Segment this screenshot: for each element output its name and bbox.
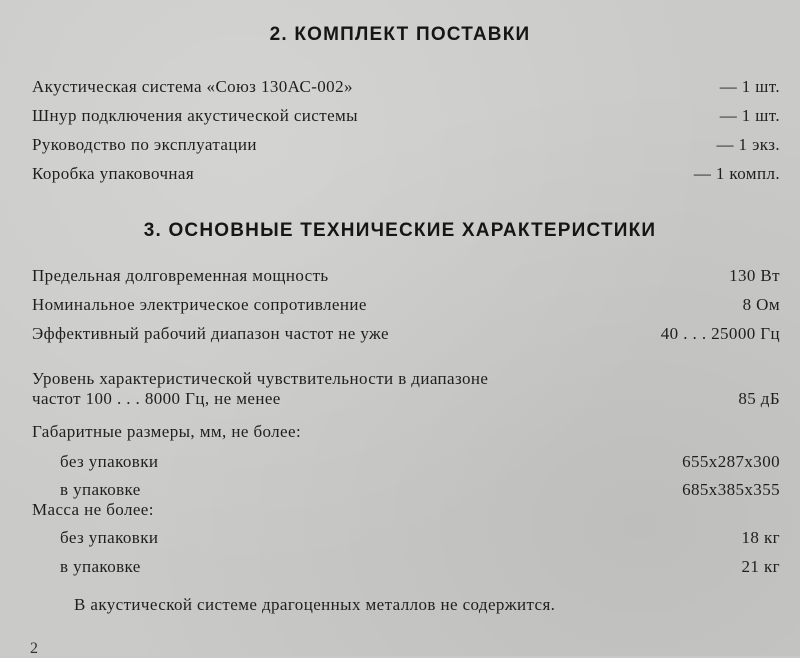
delivery-item-qty: — 1 экз.	[716, 135, 780, 154]
delivery-item-qty: — 1 компл.	[693, 164, 780, 183]
section-3-title: 3. ОСНОВНЫЕ ТЕХНИЧЕСКИЕ ХАРАКТЕРИСТИКИ	[143, 220, 657, 241]
delivery-item-qty: — 1 шт.	[719, 106, 780, 125]
mass-with-pack-value: 21 кг	[741, 557, 780, 576]
mass-without-pack-value: 18 кг	[741, 528, 780, 547]
delivery-item	[32, 162, 780, 186]
page-number: 2	[30, 640, 38, 657]
mass-without-pack-label: без упаковки	[60, 528, 159, 547]
delivery-item-label: Шнур подключения акустической системы	[32, 106, 358, 125]
spec-row	[60, 450, 780, 474]
spec-label: Номинальное электрическое сопротивление	[32, 295, 367, 314]
spec-row	[32, 264, 780, 288]
dimensions-with-pack-label: в упаковке	[60, 480, 141, 499]
delivery-item-qty: — 1 шт.	[719, 77, 780, 96]
spec-row	[32, 322, 780, 346]
spec-label: Эффективный рабочий диапазон частот не уже	[32, 324, 389, 343]
spec-value: 8 Ом	[742, 295, 780, 314]
spec-row	[60, 526, 780, 550]
spec-value: 130 Вт	[729, 266, 780, 285]
precious-metals-note: В акустической системе драгоценных металлов не содержится.	[74, 595, 556, 614]
sensitivity-value: 85 дБ	[738, 389, 780, 408]
spec-row	[32, 293, 780, 317]
spec-label: Предельная долговременная мощность	[32, 266, 329, 285]
dimensions-without-pack-value: 655x287x300	[682, 452, 780, 471]
delivery-item-label: Акустическая система «Союз 130АС-002»	[32, 77, 353, 96]
spec-row	[60, 555, 780, 579]
delivery-item	[32, 104, 780, 128]
delivery-item-label: Руководство по эксплуатации	[32, 135, 257, 154]
dimensions-label: Габаритные размеры, мм, не более:	[32, 422, 302, 441]
spec-row	[60, 478, 780, 502]
mass-with-pack-label: в упаковке	[60, 557, 141, 576]
sensitivity-label-line2: частот 100 . . . 8000 Гц, не менее	[32, 389, 281, 408]
mass-label: Масса не более:	[32, 500, 154, 519]
delivery-item-label: Коробка упаковочная	[32, 164, 195, 183]
sensitivity-label-line1: Уровень характеристической чувствительности в диапазоне	[32, 369, 489, 388]
delivery-item	[32, 75, 780, 99]
section-2-title: 2. КОМПЛЕКТ ПОСТАВКИ	[269, 24, 531, 45]
spec-value: 40 . . . 25000 Гц	[660, 324, 780, 343]
delivery-item	[32, 133, 780, 157]
spec-row	[32, 387, 780, 411]
dimensions-with-pack-value: 685x385x355	[682, 480, 780, 499]
dimensions-without-pack-label: без упаковки	[60, 452, 159, 471]
